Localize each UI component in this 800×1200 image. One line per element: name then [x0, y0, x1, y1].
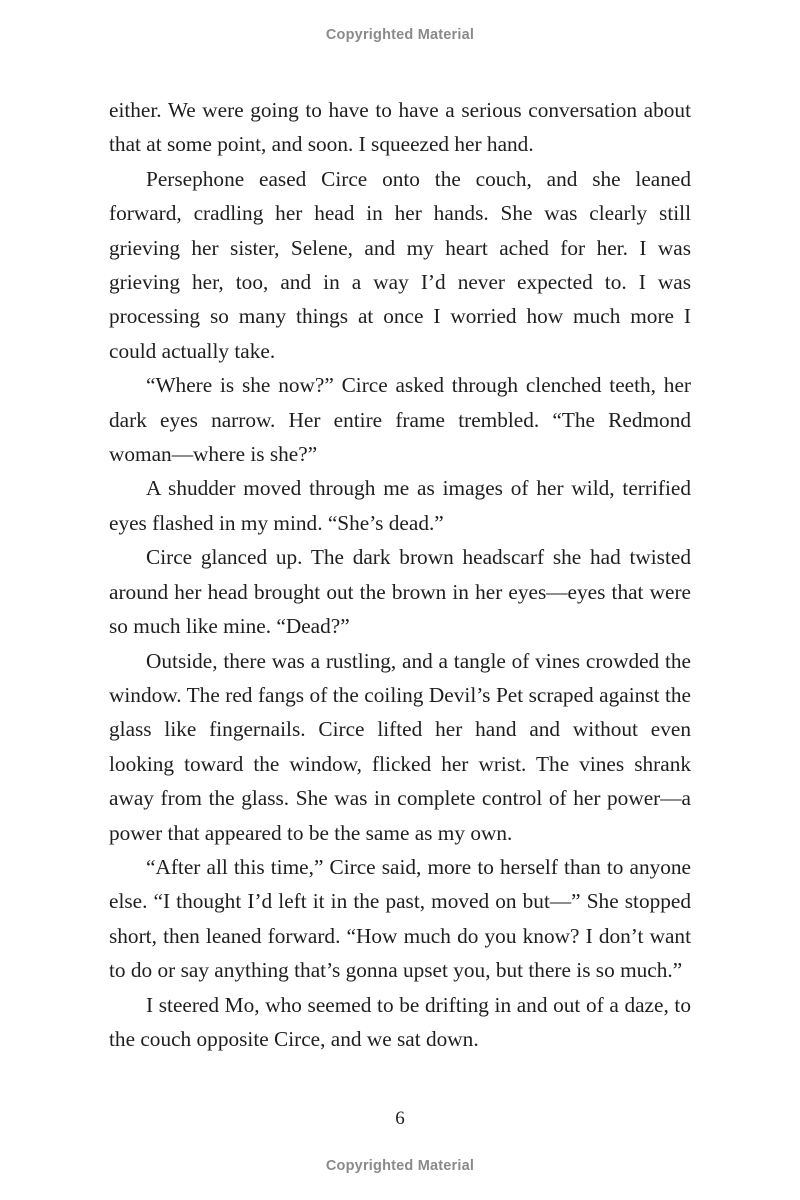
- copyright-watermark-top: Copyrighted Material: [325, 27, 475, 43]
- paragraph-7: “After all this time,” Circe said, more to herself than to anyone else. “I thought I’d left it in the past, moved on but—” She stopped short, then leaned forward. “How much do you know? I don’t want to do or say anything that’s gonna upset you, but there is so much.”: [109, 854, 691, 983]
- page-number: 6: [395, 1108, 405, 1129]
- paragraph-8: I steered Mo, who seemed to be drifting in and out of a daze, to the couch opposite Circe, and we sat down.: [109, 992, 691, 1051]
- copyright-watermark-bottom: Copyrighted Material: [325, 1158, 475, 1174]
- paragraph-3: “Where is she now?” Circe asked through clenched teeth, her dark eyes narrow. Her entire frame trembled. “The Redmond woman—where is she?”: [109, 373, 691, 467]
- paragraph-6: Outside, there was a rustling, and a tangle of vines crowded the window. The red fangs of the coiling Devil’s Pet scraped against the glass like fingernails. Circe lifted her hand and without even looking toward the window, flicked her wrist. The vines shrank away from the glass. She was in complete control of her power—a power that appeared to be the same as my own.: [109, 648, 691, 845]
- page-body-text: [109, 93, 691, 1056]
- paragraph-5: Circe glanced up. The dark brown headscarf she had twisted around her head brought out the brown in her eyes—eyes that were so much like mine. “Dead?”: [109, 545, 691, 639]
- paragraph-1: either. We were going to have to have a serious conversation about that at some point, and soon. I squeezed her hand.: [109, 98, 691, 157]
- paragraph-4: A shudder moved through me as images of her wild, terrified eyes flashed in my mind. “She’s dead.”: [109, 476, 691, 535]
- paragraph-2: Persephone eased Circe onto the couch, and she leaned forward, cradling her head in her hands. She was clearly still grieving her sister, Selene, and my heart ached for her. I was grieving her, too, and in a way I’d never expected to. I was processing so many things at once I worried how much more I could actually take.: [109, 166, 691, 363]
